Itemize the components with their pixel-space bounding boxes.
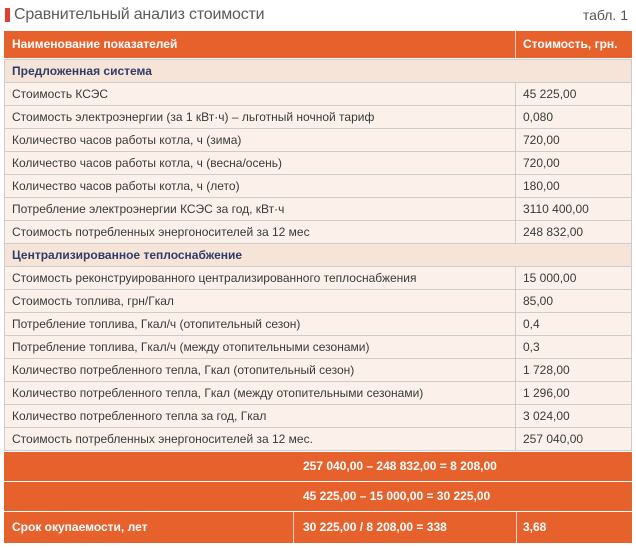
table-row bbox=[5, 267, 631, 290]
row-label: Количество потребленного тепла, Гкал (между отопительными сезонами) bbox=[5, 382, 516, 404]
row-label: Потребление электроэнергии КСЭС за год, кВт·ч bbox=[5, 198, 516, 220]
summary-empty-cell bbox=[4, 482, 293, 511]
title-marker bbox=[5, 8, 10, 22]
summary-empty-cell bbox=[4, 452, 293, 481]
table-row bbox=[5, 129, 631, 152]
summary-row-difference bbox=[4, 451, 632, 481]
row-value: 0,080 bbox=[523, 110, 554, 124]
row-label: Количество потребленного тепла за год, Гкал bbox=[5, 405, 516, 427]
row-label: Потребление топлива, Гкал/ч (между отопительными сезонами) bbox=[5, 336, 516, 358]
row-value: 3 024,00 bbox=[523, 409, 570, 423]
summary-formula: 45 225,00 – 15 000,00 = 30 225,00 bbox=[303, 489, 491, 503]
table-row bbox=[5, 336, 631, 359]
row-label: Стоимость электроэнергии (за 1 кВт·ч) – льготный ночной тариф bbox=[5, 106, 516, 128]
row-label: Стоимость КСЭС bbox=[5, 83, 516, 105]
table-row bbox=[5, 382, 631, 405]
cost-comparison-table bbox=[4, 31, 632, 543]
table-body bbox=[4, 59, 632, 451]
table-number: табл. 1 bbox=[582, 7, 628, 23]
table-header-row bbox=[4, 31, 632, 58]
section-title: Централизированное теплоснабжение bbox=[12, 248, 243, 262]
row-value: 3110 400,00 bbox=[523, 202, 589, 216]
summary-empty-cell bbox=[516, 482, 632, 511]
row-label: Количество часов работы котла, ч (зима) bbox=[5, 129, 516, 151]
row-value: 15 000,00 bbox=[523, 271, 577, 285]
row-label: Количество часов работы котла, ч (весна/осень) bbox=[5, 152, 516, 174]
section-header bbox=[5, 60, 631, 83]
summary-formula: 257 040,00 – 248 832,00 = 8 208,00 bbox=[303, 459, 497, 473]
section-title: Предложенная система bbox=[12, 64, 152, 78]
table-row bbox=[5, 175, 631, 198]
row-value: 1 296,00 bbox=[523, 386, 570, 400]
row-value: 0,4 bbox=[523, 317, 540, 331]
summary-empty-cell bbox=[516, 452, 632, 481]
summary-row-investment bbox=[4, 481, 632, 511]
row-value: 248 832,00 bbox=[523, 225, 584, 239]
payback-label: Срок окупаемости, лет bbox=[12, 520, 148, 534]
row-label: Стоимость реконструированного централизированного теплоснабжения bbox=[5, 267, 516, 289]
row-label: Количество потребленного тепла, Гкал (отопительный сезон) bbox=[5, 359, 516, 381]
table-row bbox=[5, 290, 631, 313]
row-label: Стоимость потребленных энергоносителей за 12 мес. bbox=[5, 428, 516, 450]
row-value: 720,00 bbox=[523, 133, 560, 147]
table-row bbox=[5, 152, 631, 175]
row-value: 1 728,00 bbox=[523, 363, 570, 377]
row-value: 45 225,00 bbox=[523, 87, 577, 101]
row-value: 720,00 bbox=[523, 156, 560, 170]
row-label: Количество часов работы котла, ч (лето) bbox=[5, 175, 516, 197]
payback-value: 3,68 bbox=[516, 512, 632, 543]
column-header-name: Наименование показателей bbox=[4, 31, 516, 58]
table-row bbox=[5, 221, 631, 244]
row-value: 257 040,00 bbox=[523, 432, 584, 446]
row-label: Стоимость топлива, грн/Гкал bbox=[5, 290, 516, 312]
table-row bbox=[5, 428, 631, 451]
table-row bbox=[5, 313, 631, 336]
payback-formula: 30 225,00 / 8 208,00 = 338 bbox=[293, 512, 516, 543]
summary-row-payback bbox=[4, 511, 632, 543]
table-title-bar bbox=[0, 0, 636, 30]
table-title: Сравнительный анализ стоимости bbox=[14, 6, 265, 23]
column-header-cost: Стоимость, грн. bbox=[523, 37, 618, 51]
row-value: 0,3 bbox=[523, 340, 540, 354]
table-row bbox=[5, 106, 631, 129]
row-value: 85,00 bbox=[523, 294, 554, 308]
table-row bbox=[5, 83, 631, 106]
table-row bbox=[5, 359, 631, 382]
row-value: 180,00 bbox=[523, 179, 560, 193]
table-row bbox=[5, 405, 631, 428]
section-header bbox=[5, 244, 631, 267]
row-label: Стоимость потребленных энергоносителей за 12 мес bbox=[5, 221, 516, 243]
row-label: Потребление топлива, Гкал/ч (отопительный сезон) bbox=[5, 313, 516, 335]
table-row bbox=[5, 198, 631, 221]
